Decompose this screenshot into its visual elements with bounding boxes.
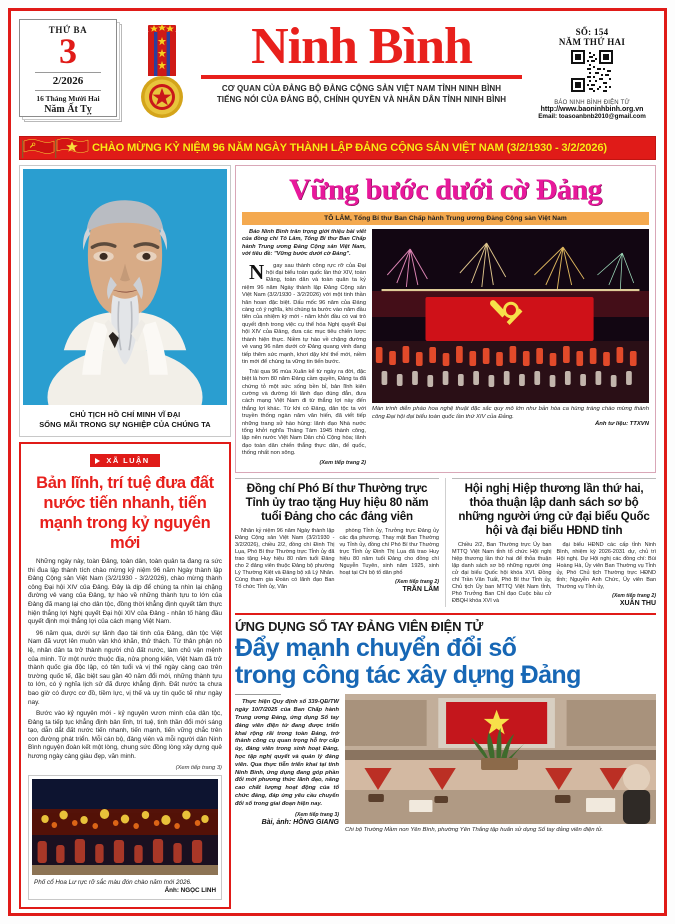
website-url[interactable]: http://www.baoninhbinh.org.vn xyxy=(540,106,644,113)
sub-story-continued[interactable]: (Xem tiếp trang 2) xyxy=(395,579,439,586)
feature-body xyxy=(235,694,656,835)
sub-story-author: TRẦN LÂM xyxy=(402,586,439,594)
masthead-subtitle-2: TIẾNG NÓI CỦA ĐẢNG BỘ, CHÍNH QUYỀN VÀ NHÂN DÂN TỈNH NINH BÌNH xyxy=(216,95,507,104)
feature-photo-block xyxy=(345,694,656,835)
editorial-paragraph: Những ngày này, toàn Đảng, toàn dân, toàn quân ta đang ra sức thi đua lập thành tích chào mừng kỷ niệm 96 năm Ngày thành lập Đảng Cộng sản Việt Nam (3/2/1930 - 3/2/2026), chào mừng thành công Đại hội XIV của Đảng. Đây là dịp để chúng ta nhìn lại chặng đường vẻ vang của Đảng, tự hào về những thành tựu to lớn của Đảng đã mang lại cho dân tộc, đồng thời khẳng định quyết tâm thực hiện thắng lợi Nghị quyết Đại hội XIV của Đảng - nhân tố hàng đầu quyết định mọi thắng lợi của cách mạng Việt Nam. xyxy=(28,558,222,626)
night-photo-credit: Ảnh: NGỌC LINH xyxy=(164,887,216,895)
banner-text: CHÀO MỪNG KỶ NIỆM 96 NĂM NGÀY THÀNH LẬP ĐẢNG CỘNG SẢN VIỆT NAM (3/2/1930 - 3/2/2026) xyxy=(92,142,607,154)
sub-story-headline[interactable]: Hội nghị Hiệp thương lần thứ hai, thỏa thuận lập danh sách sơ bộ những người ứng cử đại biểu Quốc hội và đại biểu HĐND tỉnh xyxy=(452,478,656,542)
portrait-caption-line1: CHỦ TỊCH HỒ CHÍ MINH VĨ ĐẠI xyxy=(69,410,181,419)
feature-text-rule xyxy=(235,694,281,695)
feature-kicker: ỨNG DỤNG SỔ TAY ĐẢNG VIÊN ĐIỆN TỬ xyxy=(235,619,484,635)
masthead-title-block xyxy=(195,19,528,105)
feature-intro-column xyxy=(235,694,339,835)
hoa-lu-night-photo xyxy=(32,779,218,875)
editorial-paragraph: Bước vào kỷ nguyên mới - kỷ nguyên vươn mình của dân tộc, Đảng ta tiếp tục khẳng định bản lĩnh, trí tuệ, tinh thần đổi mới sáng tạo, dẫn dắt đất nước tiến nhanh, tiến mạnh, tiến vững chắc trên con đường phát triển. Mỗi cán bộ, đảng viên và mỗi người dân Ninh Bình nguyện đoàn kết một lòng, chung sức đồng lòng xây dựng quê hương ngày càng giàu đẹp, văn minh. xyxy=(28,710,222,761)
sub-story-headline[interactable]: Đồng chí Phó Bí thư Thường trực Tỉnh ủy trao tặng Huy hiệu 80 năm tuổi Đảng cho các đảng viên xyxy=(235,478,439,528)
column-divider xyxy=(445,478,446,608)
training-session-photo xyxy=(345,694,656,824)
date-box-front xyxy=(19,19,117,117)
lead-story-paragraph: Ngay sau thành công rực rỡ của Đại hội đại biểu toàn quốc lần thứ XIV, toàn Đảng, toàn dân và toàn quân ta kỷ niệm 96 năm Ngày thành lập Đảng Cộng sản Việt Nam (3/2/1930 - 3/2/2026) với một tinh thần hân hoan đặc biệt. Dấu mốc 96 năm của Đảng càng có ý nghĩa, khi chúng ta bước vào năm đầu tiên của nhiệm kỳ mới - năm khởi đầu có vai trò quyết định trong việc cụ thể hóa Nghị quyết Đại hội XIV của Đảng, đưa các mục tiêu chiến lược thành hiện thực. Niềm tự hào về chặng đường vẻ vang 96 năm dưới cờ Đảng quang vinh đang tiếp thêm sức mạnh, khơi dậy khí thế mới, niềm tin mới để chúng ta vững tin tiến bước. xyxy=(242,259,366,365)
party-and-national-flag-icon xyxy=(20,137,92,159)
portrait-block xyxy=(19,165,231,437)
sub-story-col-1 xyxy=(452,542,552,608)
feature-intro: Thực hiện Quy định số 339-QĐ/TW ngày 10/7/2025 của Ban Chấp hành Trung ương Đảng, ứng dụng Sổ tay đảng viên điện tử đang được triển khai rộng rãi trong toàn Đảng, trở thành công cụ quan trọng hỗ trợ cấp ủy, đảng viên trong sinh hoạt Đảng, học tập nghị quyết và quản lý đảng viên. Qua thực tiễn triển khai tại tỉnh Ninh Bình, ứng dụng đang góp phần đổi mới phương thức lãnh đạo, nâng cao chất lượng hoạt động của tổ chức đảng, đáp ứng yêu cầu chuyển đổi số trong giai đoạn hiện nay. xyxy=(235,699,339,807)
lead-story-text xyxy=(242,229,366,468)
sub-story-badge-award xyxy=(235,478,439,608)
date-lunar-year: Năm Ất Tỵ xyxy=(44,104,92,115)
feature-headline[interactable] xyxy=(235,635,656,689)
editorial-box xyxy=(19,442,231,909)
sub-stories-row xyxy=(235,478,656,608)
fireworks-photo-credit: Ảnh tư liệu: TTXVN xyxy=(595,421,649,428)
sub-story-body xyxy=(452,542,656,608)
anniversary-banner xyxy=(19,136,656,160)
meeting-room-illustration xyxy=(345,694,656,824)
feature-story xyxy=(235,613,656,835)
date-lunar-day: 16 Tháng Mười Hai xyxy=(36,94,100,103)
portrait-caption-line2: SỐNG MÃI TRONG SỰ NGHIỆP CỦA CHÚNG TA xyxy=(39,420,211,429)
portrait-caption xyxy=(23,405,227,433)
lead-story-columns xyxy=(242,229,649,468)
feature-continued[interactable]: (Xem tiếp trang 3) xyxy=(295,811,339,818)
sub-story-paragraph: Chiều 2/2, Ban Thường trực Ủy ban MTTQ Việt Nam tỉnh tổ chức Hội nghị hiệp thương lần thứ hai để thỏa thuận lập danh sách sơ bộ những người ứng cử đại biểu Quốc hội khóa XVI. Đồng chí Trần Văn Tuất, Phó Bí thư Tỉnh ủy, Chủ tịch Ủy ban MTTQ Việt Nam tỉnh, Phó Trưởng Ban Chỉ đạo Cuộc bầu cử ĐBQH khóa XVI và xyxy=(452,541,552,605)
editorial-badge-wrap xyxy=(28,450,222,468)
editorial-headline[interactable]: Bản lĩnh, trí tuệ đưa đất nước tiến nhanh, tiến mạnh trong kỷ nguyên mới xyxy=(36,474,214,552)
editorial-continued[interactable]: (Xem tiếp trang 3) xyxy=(175,764,222,771)
qr-code-icon[interactable] xyxy=(571,50,613,92)
fireworks-photo xyxy=(372,229,649,403)
sub-story-body xyxy=(235,528,439,594)
night-photo-block xyxy=(28,775,222,901)
editorial-badge: XÃ LUẬN xyxy=(90,454,159,467)
publication-year: NĂM THỨ HAI xyxy=(558,37,626,47)
online-edition-label: BÁO NINH BÌNH ĐIỆN TỬ xyxy=(554,100,630,106)
right-column xyxy=(235,165,656,909)
night-photo-caption: Phố cổ Hoa Lư rực rỡ sắc màu đón chào năm mới 2026. xyxy=(34,878,192,886)
date-day: 3 xyxy=(59,31,77,71)
date-weekday: THỨ BA xyxy=(48,25,88,35)
night-street-illustration xyxy=(32,779,218,875)
sub-story-paragraph: phòng Tỉnh ủy, Trưởng trực Đảng ủy các địa phương. Thay mặt Ban Thường vụ Tỉnh ủy, đồng chí Phó Bí thư Thường trực Tỉnh ủy Đinh Thị Lụa đã trao Huy hiệu 80 năm tuổi Đảng cho đồng chí Nguyễn Tuyên, sinh năm 1925, sinh hoạt tại Chi bộ tổ dân phố xyxy=(339,527,439,577)
lead-story-author-bar: TÔ LÂM, Tổng Bí thư Ban Chấp hành Trung ương Đảng Cộng sản Việt Nam xyxy=(242,212,649,225)
sub-story-continued[interactable]: (Xem tiếp trang 2) xyxy=(612,593,656,600)
date-month-year: 2/2026 xyxy=(52,75,84,87)
feature-headline-line2: trong công tác xây dựng Đảng xyxy=(235,661,581,690)
sub-story-col-2 xyxy=(340,528,440,594)
masthead-header xyxy=(17,16,658,134)
page-body xyxy=(17,165,658,909)
sub-story-col-2 xyxy=(557,542,657,608)
lead-story-box xyxy=(235,165,656,473)
flags-icon xyxy=(20,137,92,159)
date-divider-top xyxy=(35,72,101,73)
feature-photo-caption: Chi bộ Trường Mầm non Yên Bình, phường Yên Thắng tập huấn sử dụng Sổ tay đảng viên điện tử. xyxy=(345,827,604,834)
medal-emblem xyxy=(129,19,195,123)
left-column xyxy=(19,165,231,909)
sub-story-col-1 xyxy=(235,528,335,594)
sub-story-paragraph: đại biểu HĐND các cấp tỉnh Ninh Bình, nhiệm kỳ 2026-2031 dự, chủ trì Hội nghị. Dự Hội nghị các đồng chí: Bùi Hoàng Hà, Ủy viên Ban Thường vụ Tỉnh ủy, Phó Chủ tịch Thường trực HĐND tỉnh; Nguyễn Anh Chức, Ủy viên Ban Thường vụ Tỉnh ủy, xyxy=(556,541,656,591)
fireworks-photo-caption: Màn trình diễn pháo hoa nghệ thuật đặc sắc quy mô lớn như bản hòa ca hùng tráng chào mừng thành công Đại hội đại biểu toàn quốc lần thứ XIV của Đảng. xyxy=(372,406,649,420)
editorial-paragraph: 96 năm qua, dưới sự lãnh đạo tài tình của Đảng, dân tộc Việt Nam đã vượt lên muôn vàn khó khăn, thử thách. Từ thân phận nô lệ, nhân dân ta trở thành người chủ đất nước, làm chủ vận mệnh của mình. Từ một nước thuộc địa, nửa phong kiến, Việt Nam đã trở thành quốc gia độc lập, có tên tuổi và vị thế ngày càng cao trên trường quốc tế, đặc biệt sau gần 40 năm đổi mới, những thành tựu to lớn, có ý nghĩa lịch sử đã được khẳng định. Đất nước ta chưa bao giờ có được cơ đồ, tiềm lực, vị thế và uy tín quốc tế như ngày nay. xyxy=(28,629,222,706)
lead-story-intro: Báo Ninh Bình trân trọng giới thiệu bài viết của đồng chí Tô Lâm, Tổng Bí thư Ban Chấp hành Trung ương Đảng Cộng sản Việt Nam, với tiêu đề: "Vững bước dưới cờ Đảng". xyxy=(242,229,366,258)
medal-icon xyxy=(135,23,189,123)
page-frame xyxy=(8,8,667,916)
sub-story-consultation-conference xyxy=(452,478,656,608)
header-right-block xyxy=(528,19,656,120)
portrait-illustration xyxy=(23,169,227,405)
contact-email[interactable]: Email: toasoanbnb2010@gmail.com xyxy=(538,113,646,120)
sub-story-paragraph: Nhân kỷ niệm 96 năm Ngày thành lập Đảng Cộng sản Việt Nam (3/2/1930 - 3/2/2026), chiều 2/2, đồng chí Đinh Thị Lụa, Phó Bí thư Thường trực Tỉnh ủy đã trao tặng Huy hiệu 80 năm tuổi Đảng cho 2 đảng viên thuộc Đảng bộ phường Lý Thường Kiệt và Đảng bộ xã Lý Nhân. Cùng tham gia Đoàn có lãnh đạo Ban Tổ chức Tỉnh ủy, Văn xyxy=(235,527,335,591)
lead-story-headline[interactable]: Vững bước dưới cờ Đảng xyxy=(289,173,602,206)
ho-chi-minh-portrait xyxy=(23,169,227,405)
feature-author: Bài, ảnh: HỒNG GIANG xyxy=(261,819,339,827)
issue-number: SỐ: 154 xyxy=(575,27,609,37)
feature-headline-line1: Đẩy mạnh chuyển đổi số xyxy=(235,634,517,663)
masthead-rule xyxy=(201,75,522,79)
editorial-body xyxy=(28,558,222,762)
lead-story-photo-block xyxy=(372,229,649,468)
lead-story-continued[interactable]: (Xem tiếp trang 2) xyxy=(319,460,366,467)
date-divider-bottom xyxy=(35,90,101,91)
lead-story-paragraph: Trải qua 96 mùa Xuân kể từ ngày ra đời, đặc biệt là hơn 80 năm Đảng cầm quyền, Đảng ta đã chứng tỏ một sức sống bền bỉ, bản lĩnh kiên cường và đường lối lãnh đạo đúng đắn, đưa cách mạng Việt Nam đi từ thắng lợi này đến thắng lợi khác. Từ khi có Đảng, dân tộc ta với truyền thống ngàn năm văn hiến, đã viết tiếp những trang sử hào hùng: lãnh đạo Nhà nước tổng khởi nghĩa Tháng Tám 1945 thành công, lập nên nước Việt Nam Dân chủ Cộng hòa; lãnh đạo toàn dân chiến thắng thực dân, đế quốc, thống nhất non sông. xyxy=(242,368,366,457)
fireworks-ceremony-illustration xyxy=(372,229,649,403)
masthead-subtitle-1: CƠ QUAN CỦA ĐẢNG BỘ ĐẢNG CỘNG SẢN VIỆT NAM TỈNH NINH BÌNH xyxy=(221,84,502,93)
date-box xyxy=(19,19,129,125)
newspaper-title: Ninh Bình xyxy=(251,18,472,75)
sub-story-author: XUÂN THU xyxy=(619,600,656,608)
